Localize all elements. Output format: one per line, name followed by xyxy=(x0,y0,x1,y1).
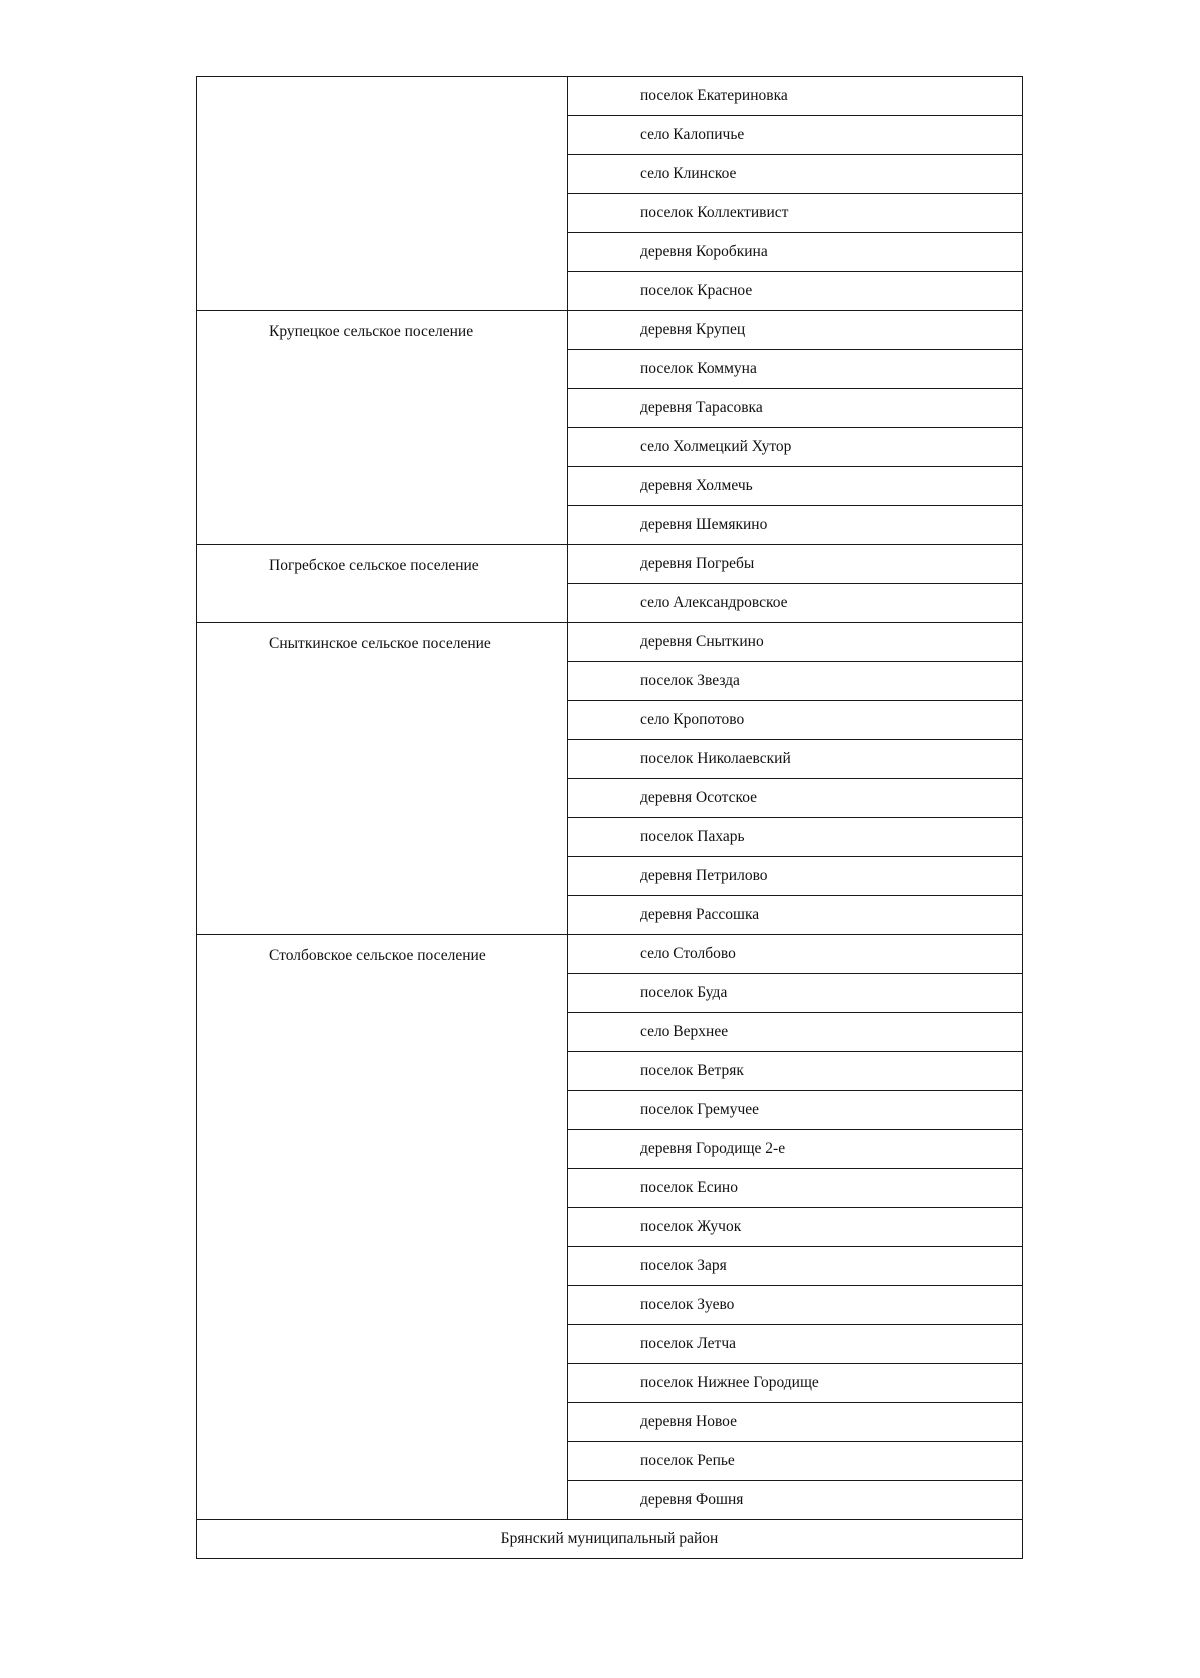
locality-name-cell: село Кропотово xyxy=(568,701,1023,740)
locality-name-cell: деревня Петрилово xyxy=(568,857,1023,896)
locality-name-cell: поселок Екатериновка xyxy=(568,77,1023,116)
locality-name-cell: деревня Осотское xyxy=(568,779,1023,818)
table-row xyxy=(197,935,1023,974)
locality-name-cell: поселок Красное xyxy=(568,272,1023,311)
table-row xyxy=(197,311,1023,350)
locality-name-cell: поселок Николаевский xyxy=(568,740,1023,779)
locality-name-cell: село Александровское xyxy=(568,584,1023,623)
locality-name-cell: поселок Гремучее xyxy=(568,1091,1023,1130)
locality-name-cell: поселок Буда xyxy=(568,974,1023,1013)
district-row xyxy=(197,1520,1023,1559)
locality-name-cell: деревня Тарасовка xyxy=(568,389,1023,428)
locality-name-cell: деревня Городище 2-е xyxy=(568,1130,1023,1169)
settlement-name-cell xyxy=(197,77,568,311)
locality-name-cell: деревня Рассошка xyxy=(568,896,1023,935)
locality-name-cell: село Калопичье xyxy=(568,116,1023,155)
locality-name-cell: село Клинское xyxy=(568,155,1023,194)
locality-name-cell: деревня Крупец xyxy=(568,311,1023,350)
locality-name-cell: деревня Сныткино xyxy=(568,623,1023,662)
locality-name-cell: поселок Ветряк xyxy=(568,1052,1023,1091)
settlements-table xyxy=(196,76,1023,1559)
locality-name-cell: поселок Коллективист xyxy=(568,194,1023,233)
locality-name-cell: деревня Новое xyxy=(568,1403,1023,1442)
locality-name-cell: деревня Фошня xyxy=(568,1481,1023,1520)
district-name-cell: Брянский муниципальный район xyxy=(197,1520,1023,1559)
locality-name-cell: поселок Летча xyxy=(568,1325,1023,1364)
locality-name-cell: поселок Звезда xyxy=(568,662,1023,701)
locality-name-cell: село Столбово xyxy=(568,935,1023,974)
settlement-name-cell: Крупецкое сельское поселение xyxy=(197,311,568,545)
locality-name-cell: деревня Коробкина xyxy=(568,233,1023,272)
locality-name-cell: поселок Коммуна xyxy=(568,350,1023,389)
table-row xyxy=(197,545,1023,584)
locality-name-cell: поселок Жучок xyxy=(568,1208,1023,1247)
locality-name-cell: деревня Погребы xyxy=(568,545,1023,584)
locality-name-cell: поселок Пахарь xyxy=(568,818,1023,857)
table-row xyxy=(197,77,1023,116)
settlements-table-body xyxy=(197,77,1023,1559)
locality-name-cell: поселок Заря xyxy=(568,1247,1023,1286)
locality-name-cell: деревня Холмечь xyxy=(568,467,1023,506)
locality-name-cell: деревня Шемякино xyxy=(568,506,1023,545)
locality-name-cell: поселок Зуево xyxy=(568,1286,1023,1325)
settlement-name-cell: Погребское сельское поселение xyxy=(197,545,568,623)
locality-name-cell: поселок Репье xyxy=(568,1442,1023,1481)
locality-name-cell: село Верхнее xyxy=(568,1013,1023,1052)
locality-name-cell: поселок Нижнее Городище xyxy=(568,1364,1023,1403)
settlement-name-cell: Столбовское сельское поселение xyxy=(197,935,568,1520)
table-row xyxy=(197,623,1023,662)
locality-name-cell: поселок Есино xyxy=(568,1169,1023,1208)
settlement-name-cell: Сныткинское сельское поселение xyxy=(197,623,568,935)
locality-name-cell: село Холмецкий Хутор xyxy=(568,428,1023,467)
